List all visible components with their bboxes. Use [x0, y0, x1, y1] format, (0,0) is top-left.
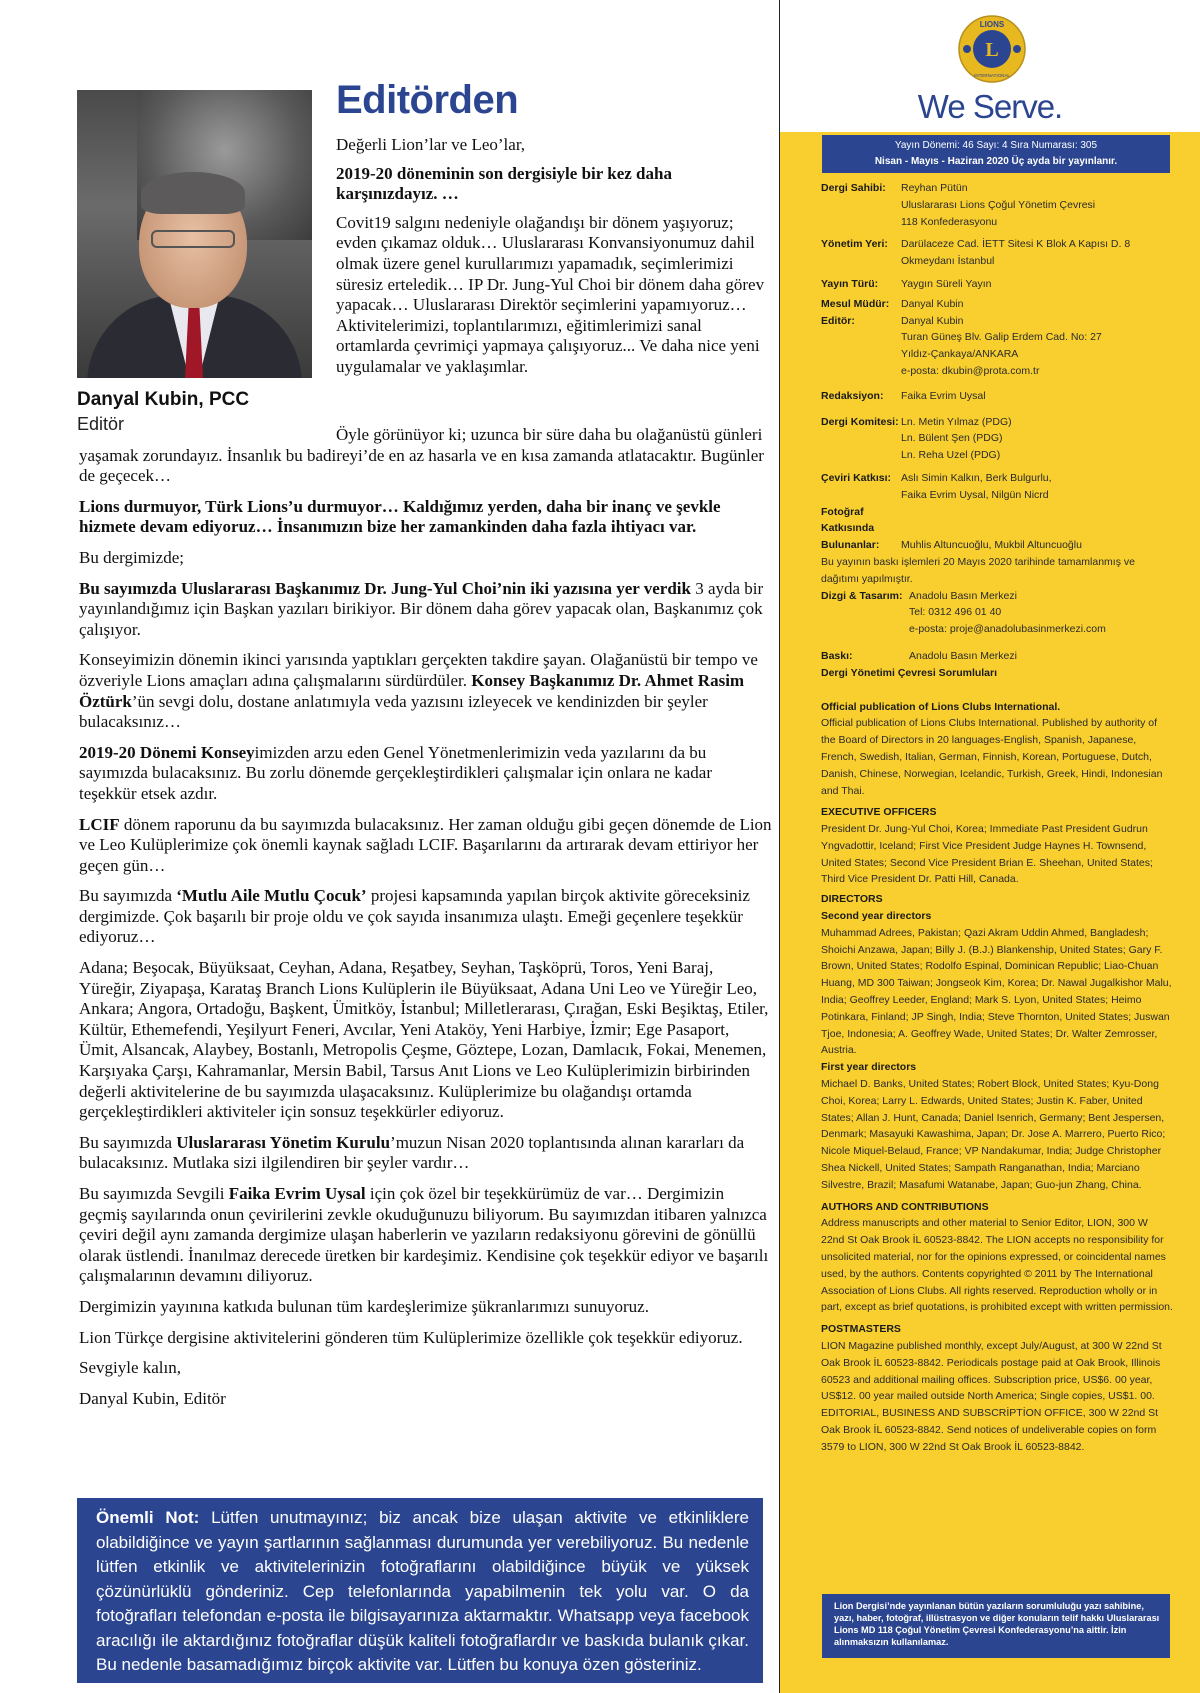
author-role: Editör	[77, 414, 125, 434]
paragraph-13: Dergimizin yayınına katkıda bulunan tüm kardeşlerimize şükranlarımızı sunuyoruz.	[79, 1296, 649, 1316]
logo-subtext: INTERNATIONAL	[974, 73, 1010, 78]
imprint-design: Dizgi & Tasarım: Anadolu Basın Merkezi Tel: 0312 496 01 40 e-posta: proje@anadolubasinmerkezi.com	[821, 589, 1106, 636]
svg-text:L: L	[985, 39, 999, 61]
imprint-translation: Çeviri Katkısı: Aslı Simin Kalkın, Berk Bulgurlu, Faika Evrim Uysal, Nilgün Nicrd	[821, 471, 1052, 501]
second-year-text: Muhammad Adrees, Pakistan; Qazi Akram Uddin Ahmed, Bangladesh; Shoichi Anzawa, Japan; Billy J. (B.J.) Blankenship, United States; Gary F. Brown, United States; Rodolfo Espinal, Dominican Republic; Liao-Chuan Huang, MD 300 Taiwan; Jongseok Kim, Korea; Dr. Nawal Jugalkishor Malu, India; Geoffrey Leeder, England; Mark S. Lyon, United States; Heimo Potinkara, Finland; JP Singh, India; Steve Thornton, United States; Juswan Tjoe, Indonesia; A. Geoffrey Wade, United States; Dr. Walter Zemrosser, Austria.	[821, 926, 1172, 1057]
paragraph-7: 2019-20 Dönemi Konseyimizden arzu eden Genel Yönetmenlerimizin veda yazılarını da bu sayımızda bulacaksınız. Bu zorlu dönemde gerçekleştirdikleri çalışmalar için onlara ne kadar teşekkür etsek azdır.	[79, 742, 713, 803]
issue-line-2: Nisan - Mayıs - Haziran 2020 Üç ayda bir yayınlanır.	[874, 156, 1118, 167]
authors-text: Address manuscripts and other material to Senior Editor, LION, 300 W 22nd St Oak Brook İL 60523-8842. The LION accepts no responsibility for unsolicited material, nor for the opinions expressed, or coincidental names used, by the authors. Contents copyrighted © 2011 by The International Association of Lions Clubs. All rights reserved. Reproduction wholly or in part, except as brief quotations, is prohibited except with written permission.	[821, 1217, 1173, 1314]
imprint-responsible: Dergi Yönetimi Çevresi Sorumluları	[821, 666, 998, 679]
authors-heading: AUTHORS AND CONTRIBUTIONS	[821, 1200, 989, 1213]
paragraph-14: Lion Türkçe dergisine aktivitelerini gönderen tüm Kulüplerimize özellikle çok teşekkür ediyoruz.	[79, 1327, 743, 1347]
issue-line-1: Yayın Dönemi: 46 Sayı: 4 Sıra Numarası: 305	[894, 140, 1098, 151]
photo-glasses	[151, 230, 235, 248]
paragraph-5: Bu sayımızda Uluslararası Başkanımız Dr. Jung-Yul Choi’nin iki yazısına yer verdik 3 ayda bir yayınlandığımız için Başkan yazıları birikiyor. Bir dönem daha görev yapacak olan, Başkanımız çok çalışıyor.	[79, 578, 764, 639]
copyright-note-box: Lion Dergisi’nde yayınlanan bütün yazıların sorumluluğu yazı sahibine, yazı, haber, fotoğraf, illüstrasyon ve diğer konuların telif hakkı Uluslararası Lions MD 118 Çoğul Yönetim Çevresi Konfederasyonu’na aittir. İzin alınmaksızın kullanılamaz.	[822, 1594, 1170, 1658]
lions-emblem-icon	[957, 14, 1027, 84]
paragraph-1: Covit19 salgını nedeniyle olağandışı bir dönem yaşıyoruz; evden çıkamaz olduk… Uluslararası Konvansiyonumuz dahil olmak üzere genel kurullarımızı yapamadık, seçimlerimizi süresiz erteledik… IP Dr. Jung-Yul Choi bir dönem daha görev yapacak… Uluslararası Direktör seçimlerini yapamıyoruz… Aktivitelerimizi, toplantılarımızı, eğitimlerimizi sanal ortamlarda çevrimiçi yapmaya çalışıyoruz... Ve daha nice yeni uygulamalar ve yaklaşımlar.	[336, 212, 765, 376]
first-year-heading: First year directors	[821, 1061, 917, 1074]
imprint-redaction: Redaksiyon: Faika Evrim Uysal	[821, 389, 986, 402]
first-year-text: Michael D. Banks, United States; Robert Block, United States; Kyu-Dong Choi, Korea; Larry L. Edwards, United States; Justin K. Faber, United States; Allan J. Hunt, Canada; Daniel Isenrich, Germany; Bent Jespersen, Denmark; Masayuki Kawashima, Japan; Dr. Jose A. Marrero, Puerto Rico; Nicole Miquel-Belaud, France; VP Nandakumar, India; Judge Christopher Shea Nickell, United States; Sampath Ranganathan, India; Marciano Silvestre, Brazil; Masafumi Watanabe, Japan; Guo-jun Zhang, China.	[821, 1078, 1166, 1191]
page-title: Editörden	[336, 78, 519, 122]
imprint-committee: Dergi Komitesi: Ln. Metin Yılmaz (PDG) Ln. Bülent Şen (PDG) Ln. Reha Uzel (PDG)	[821, 415, 1012, 462]
official-text: Official publication of Lions Clubs International. Published by authority of the Board of Directors in 20 languages-English, Spanish, Japanese, French, Swedish, Italian, German, Finnish, Korean, Portuguese, Dutch, Danish, Chinese, Norwegian, Icelandic, Turkish, Greek, Hindi, Indonesian and Thai.	[821, 717, 1163, 797]
logo-text: LIONS	[979, 20, 1005, 29]
author-name: Danyal Kubin, PCC	[77, 389, 250, 410]
lead-paragraph: 2019-20 döneminin son dergisiyle bir kez daha karşınızdayız. …	[336, 163, 672, 204]
imprint-editor: Editör: Danyal Kubin Turan Güneş Blv. Galip Erdem Cad. No: 27 Yıldız-Çankaya/ANKARA e-posta: dkubin@prota.com.tr	[821, 314, 1102, 377]
executive-officers-text: President Dr. Jung-Yul Choi, Korea; Immediate Past President Gudrun Yngvadottir, Iceland; First Vice President Judge Haynes H. Townsend, United States; Second Vice President Brian E. Sheehan, United States; Third Vice President Dr. Patti Hill, Canada.	[821, 823, 1153, 886]
slogan: We Serve.	[917, 88, 1063, 125]
important-note-box	[77, 1498, 763, 1683]
article-intro	[336, 135, 772, 381]
issue-info-box	[822, 135, 1170, 173]
editor-photo	[77, 90, 312, 378]
paragraph-9: Bu sayımızda ‘Mutlu Aile Mutlu Çocuk’ projesi kapsamında yapılan birçok aktivite göreceksiniz dergimizde. Çok başarılı bir proje oldu ve çok sayıda insanımıza ulaştı. Emeği geçenlere teşekkür ediyoruz…	[79, 886, 750, 947]
imprint-type: Yayın Türü: Yaygın Süreli Yayın	[821, 277, 992, 290]
paragraph-6: Konseyimizin dönemin ikinci yarısında yaptıkları gerçekten takdire şayan. Olağanüstü bir tempo ve özveriyle Lions amaçları adına çalışmalarını sürdürdüler. Konsey Başkanımız Dr. Ahmet Rasim Öztürk’ün sevgi dolu, dostane anlatımıyla veda yazısını izleyecek ve kendinizden bir şeyler bulacaksınız…	[79, 650, 758, 732]
paragraph-10: Adana; Beşocak, Büyüksaat, Ceyhan, Adana, Reşatbey, Seyhan, Taşköprü, Toros, Yeni Baraj, Yüreğir, Ziyapaşa, Karataş Branch Lions Kulüplerin ile Büyüksaat, Adana Uni Leo ve Yüreğir Leo, Ankara; Angora, Ortadoğu, Başkent, Ümitköy, İstanbul; Milletlerarası, Çırağan, Eski Beşiktaş, Etiler, Kültür, Ethemefendi, Yeşilyurt Feneri, Avcılar, Yeni Ataköy, Yeni Harbiye, İzmir; Ege Pasaport, Ümit, Alsancak, Alaybey, Bostanlı, Metropolis Çeşme, Göztepe, Lozan, Damlacık, Fokai, Menemen, Karşıyaka Çarşı, Kahramanlar, Mersin Babil, Tarsus Anıt Lions ve Leo Kulüplerimizin birbirinden değerli aktivitelerine de bu sayımızda ulaşacaksınız. Kulüplerimize bu olağandışı ortamda gerçekleştirdikleri aktiviteler için sonsuz teşekkürler ediyoruz.	[79, 958, 769, 1122]
imprint	[821, 180, 1173, 1456]
note-label: Önemli Not:	[96, 1508, 200, 1527]
executive-officers-heading: EXECUTIVE OFFICERS	[821, 806, 937, 819]
paragraph-2: Öyle görünüyor ki; uzunca bir süre daha bu olağanüstü günleri yaşamak zorundayız. İnsanlık bu badireyi’de en az hasarla ve en kısa zamanda atlatacaktır. Bugünler de geçecek…	[79, 425, 764, 486]
photo-hair	[141, 172, 245, 214]
paragraph-12: Bu sayımızda Sevgili Faika Evrim Uysal için çok özel bir teşekkürümüz de var… Dergimizin geçmiş sayılarında onun çevirilerini zevkle okuduğunuzu biliyorum. Bu sayımızdan itibaren yalnızca çeviri değil aynı zamanda dergimize ulaşan haberlerin ve yazıların redaksiyonu görevini de gönüllü olarak üstlendi. İnanılmaz derecede üretken bir kardeşimiz. Kendisine çok teşekkür ediyor ve başarılı çalışmalarının devamını diliyoruz.	[79, 1184, 769, 1286]
paragraph-4: Bu dergimizde;	[79, 547, 184, 567]
imprint-owner: Dergi Sahibi: Reyhan Pütün Uluslararası Lions Çoğul Yönetim Çevresi 118 Konfederasyonu	[821, 182, 1096, 228]
paragraph-3: Lions durmuyor, Türk Lions’u durmuyor… Kaldığımız yerden, daha bir inanç ve şevkle hizmete devam ediyoruz… İnsanımızın bize her zamankinden daha fazla ihtiyacı var.	[79, 496, 721, 537]
imprint-photo-credits: Fotoğraf Katkısında Bulunanlar: Muhlis Altuncuoğlu, Mukbil Altuncuoğlu	[821, 505, 1082, 552]
signature: Danyal Kubin, Editör	[79, 1388, 226, 1408]
paragraph-8: LCIF dönem raporunu da bu sayımızda bulacaksınız. Her zaman olduğu gibi geçen dönemde de Lion ve Leo Kulüplerimize çok önemli kaynak sağladı LCIF. Başarılarını da artırarak devam ettiriyor her geçen gün…	[79, 814, 772, 875]
greeting: Değerli Lion’lar ve Leo’lar,	[336, 135, 526, 154]
imprint-address: Yönetim Yeri: Darülaceze Cad. İETT Sitesi K Blok A Kapısı D. 8 Okmeydanı İstanbul	[821, 238, 1131, 268]
note-text: Lütfen unutmayınız; biz ancak bize ulaşan aktivite ve etkinliklere olabildiğince ve yayın şartlarının sağlanması durumunda yer verebiliyoruz. Bu nedenle lütfen etkinlik ve aktivitelerinizin fotoğraflarını olabildiğince büyük ve yüksek çözünürlüklü gönderiniz. Cep telefonlarında yapabilmenin tek yolu var. O da fotoğrafları telefondan e-posta ile bilgisayarınıza aktarmaktır. Whatsapp veya facebook aracılığı ile aktardığınız fotoğraflar düşük kaliteli fotoğraflardır ve baskıda bulanık çıkar. Bu nedenle basamadığımız birçok aktivite var. Lütfen bu konuya özen gösteriniz.	[96, 1508, 749, 1674]
postmasters-text: LION Magazine published monthly, except July/August, at 300 W 22nd St Oak Brook İL 60523-8842. Periodicals postage paid at Oak Brook, Illinois 60523 and additional mailing offices. Subscription price, US$6. 00 year, US$12. 00 year mailed outside North America; Single copies, US$1. 00. EDITORIAL, BUSINESS AND SUBSCRİPTİON OFFICE, 300 W 22nd St Oak Brook İL 60523-8842. Send notices of undeliverable copies on form 3579 to LION, 300 W 22nd St Oak Brook İL 60523-8842.	[821, 1340, 1162, 1453]
second-year-heading: Second year directors	[821, 910, 932, 923]
imprint-press: Baskı: Anadolu Basın Merkezi	[821, 649, 1017, 662]
postmasters-heading: POSTMASTERS	[821, 1323, 901, 1336]
imprint-print-note: Bu yayının baskı işlemleri 20 Mayıs 2020 tarihinde tamamlanmış ve dağıtımı yapılmıştır.	[821, 555, 1135, 585]
official-heading: Official publication of Lions Clubs International.	[821, 700, 1061, 713]
article-body	[79, 425, 772, 1419]
sign-off: Sevgiyle kalın,	[79, 1358, 181, 1378]
imprint-manager: Mesul Müdür: Danyal Kubin	[821, 297, 964, 310]
directors-heading: DIRECTORS	[821, 893, 883, 906]
paragraph-11: Bu sayımızda Uluslararası Yönetim Kurulu’muzun Nisan 2020 toplantısında alınan kararları da bulacaksınız. Mutlaka sizi ilgilendiren bir şeyler vardır…	[79, 1132, 745, 1173]
